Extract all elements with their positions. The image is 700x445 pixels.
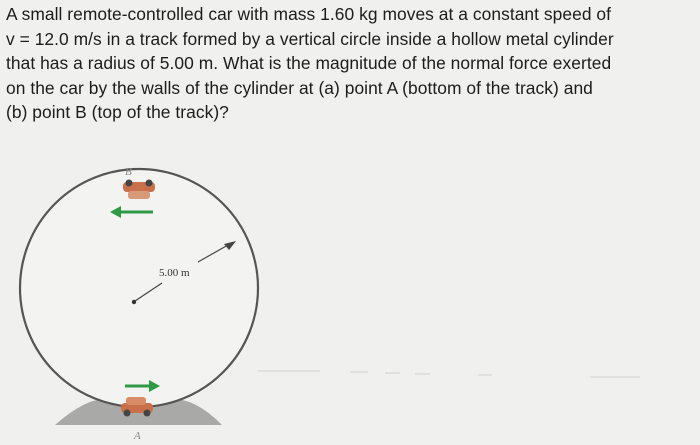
problem-line-3: that has a radius of 5.00 m. What is the magnitude of the normal force exerted: [6, 53, 612, 74]
radius-label: 5.00 m: [159, 267, 190, 279]
faint-answer-lines: [258, 371, 640, 377]
problem-line-1: A small remote-controlled car with mass 1.60 kg moves at a constant speed of: [6, 4, 612, 24]
circular-track: [20, 169, 258, 407]
problem-line-5: (b) point B (top of the track)?: [6, 102, 229, 123]
problem-line-2: v = 12.0 m/s in a track formed by a vertical circle inside a hollow metal cylinder: [6, 28, 614, 49]
problem-line-4: on the car by the walls of the cylinder at (a) point A (bottom of the track) and: [6, 77, 593, 98]
point-a-label: A: [134, 430, 141, 442]
point-b-label: B: [125, 166, 132, 178]
